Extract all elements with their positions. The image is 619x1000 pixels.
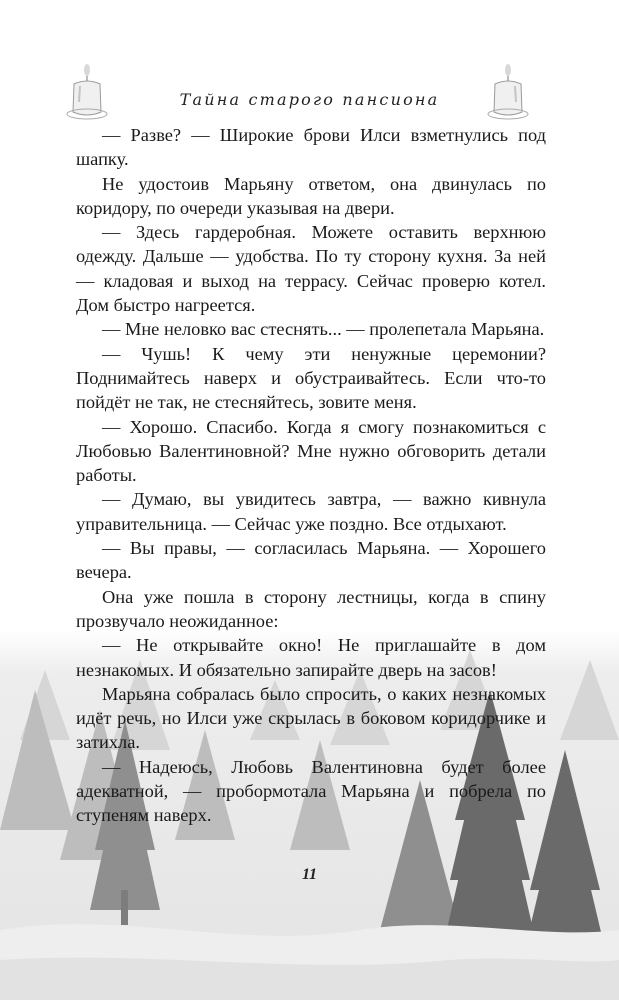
paragraph: — Надеюсь, Любовь Валентиновна будет более адекватной, — пробормотала Марьяна и побрела по ступеням наверх.	[76, 756, 546, 826]
paragraph: Марьяна собралась было спросить, о каких незнакомых идёт речь, но Илси уже скрылась в боковом коридорчике и затихла.	[76, 683, 546, 753]
running-header-title: Тайна старого пансиона	[179, 90, 440, 109]
paragraph: — Вы правы, — согласилась Марьяна. — Хорошего вечера.	[76, 538, 546, 583]
paragraph: — Здесь гардеробная. Можете оставить верхнюю одежду. Дальше — удобства. По ту сторону кухня. За ней — кладовая и выход на террасу. Сейчас проверю котел. Дом быстро нагреется.	[76, 222, 546, 316]
paragraph: Она уже пошла в сторону лестницы, когда в спину прозвучало неожиданное:	[76, 586, 546, 631]
paragraph: — Хорошо. Спасибо. Когда я смогу познакомиться с Любовью Валентиновной? Мне нужно обговорить детали работы.	[76, 416, 546, 486]
paragraph: — Думаю, вы увидитесь завтра, — важно кивнула управительница. — Сейчас уже поздно. Все отдыхают.	[76, 489, 546, 534]
paragraph: — Мне неловко вас стеснять... — пролепетала Марьяна.	[102, 319, 545, 340]
paragraph: — Чушь! К чему эти ненужные церемонии? Поднимайтесь наверх и обустраивайтесь. Если что-то пойдёт не так, не стесняйтесь, зовите меня.	[76, 343, 546, 413]
paragraph: — Разве? — Широкие брови Илси взметнулись под шапку.	[76, 125, 546, 170]
page-number: 11	[301, 866, 318, 883]
body-text	[76, 123, 546, 828]
paragraph: — Не открывайте окно! Не приглашайте в дом незнакомых. И обязательно запирайте дверь на засов!	[76, 635, 546, 680]
paragraph: Не удостоив Марьяну ответом, она двинулась по коридору, по очереди указывая на двери.	[76, 173, 546, 218]
